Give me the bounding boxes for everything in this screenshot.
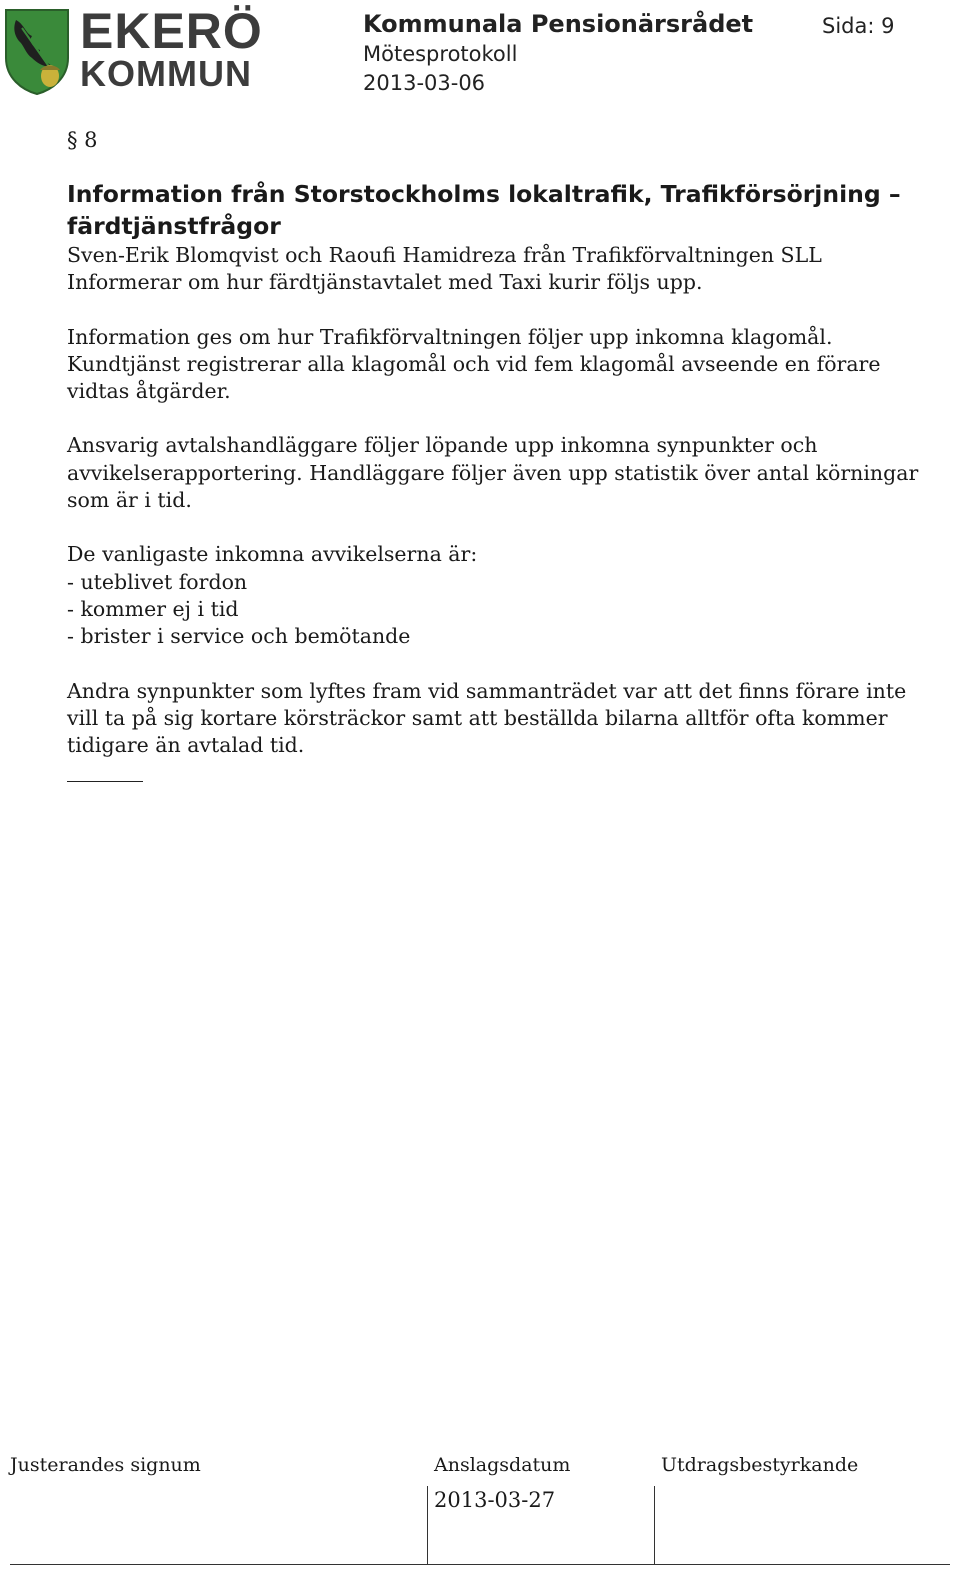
section-heading: Information från Storstockholms lokaltrafik, Trafikförsörjning – färdtjänstfrågor [67, 180, 901, 240]
deviation-item: - brister i service och bemötande [67, 624, 411, 649]
other-remarks-paragraph: Andra synpunkter som lyftes fram vid sammanträdet var att det finns förare inte vill ta på sig kortare körsträckor samt att beställda bilarna alltför ofta kommer tidigare än avtalad tid. [67, 678, 907, 758]
oak-leaf-shield-icon [2, 6, 74, 102]
deviation-item: - kommer ej i tid [67, 596, 239, 621]
protocol-section [67, 128, 937, 782]
extract-certification-label: Utdragsbestyrkande [661, 1454, 859, 1476]
deviation-item: - uteblivet fordon [67, 569, 248, 594]
logo-wordmark-kommun: KOMMUN [80, 53, 252, 94]
posting-date-label: Anslagsdatum [434, 1454, 571, 1476]
intro-line: Sven-Erik Blomqvist och Raoufi Hamidreza från Trafikförvaltningen SLL [67, 243, 822, 267]
section-end-rule [67, 781, 143, 782]
paragraph-number: § 8 [67, 128, 98, 152]
organization-title: Kommunala Pensionärsrådet [363, 10, 754, 38]
document-type: Mötesprotokoll [363, 42, 518, 66]
complaints-paragraph: Information ges om hur Trafikförvaltningen följer upp inkomna klagomål. Kundtjänst registrerar alla klagomål och vid fem klagomål avseende en förare vidtas åtgärder. [67, 324, 881, 404]
ekero-kommun-logo [0, 0, 263, 96]
protocol-footer [0, 1450, 960, 1580]
deviations-intro: De vanligaste inkomna avvikelserna är: [67, 542, 478, 567]
logo-wordmark-ekero: EKERÖ [80, 3, 263, 59]
posting-date: 2013-03-27 [434, 1488, 556, 1512]
meeting-date: 2013-03-06 [363, 71, 486, 95]
page-number: Sida: 9 [822, 14, 895, 38]
signatures-label: Justerandes signum [10, 1454, 201, 1476]
intro-line: Informerar om hur färdtjänstavtalet med Taxi kurir följs upp. [67, 270, 703, 295]
footer-divider [654, 1486, 655, 1564]
footer-bottom-rule [10, 1564, 950, 1565]
followup-paragraph: Ansvarig avtalshandläggare följer löpande upp inkomna synpunkter och avvikelserapportering. Handläggare följer även upp statistik över antal körningar som är i tid. [67, 433, 919, 513]
footer-divider [427, 1486, 428, 1564]
